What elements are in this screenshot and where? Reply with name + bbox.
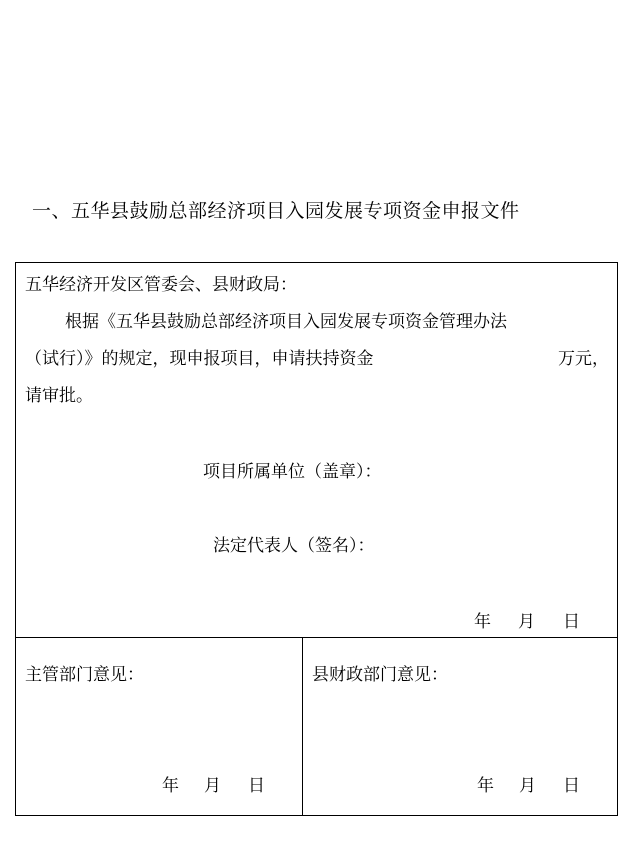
legal-rep-signature-label: 法定代表人（签名）： (213, 536, 375, 556)
body-text-line-2: （试行）》的规定，现申报项目，申请扶持资金 (25, 349, 374, 369)
body-text-line-1: 根据《五华县鼓励总部经济项目入园发展专项资金管理办法 (65, 312, 507, 332)
date-year-label: 年 (477, 776, 494, 796)
amount-unit-text: 万元， (558, 349, 609, 369)
date-month-label: 月 (518, 612, 535, 632)
date-month-label: 月 (519, 776, 536, 796)
section-divider (16, 637, 617, 638)
finance-opinion-date (477, 778, 597, 798)
column-divider (302, 637, 303, 815)
addressee: 五华经济开发区管委会、县财政局： (25, 275, 297, 295)
application-form (15, 262, 618, 816)
document-heading: 一、五华县鼓励总部经济项目入园发展专项资金申报文件 (32, 200, 520, 222)
dept-opinion-date (162, 778, 282, 798)
date-day-label: 日 (563, 612, 580, 632)
date-day-label: 日 (248, 776, 265, 796)
date-year-label: 年 (162, 776, 179, 796)
date-month-label: 月 (204, 776, 221, 796)
unit-seal-label: 项目所属单位（盖章）： (203, 462, 382, 482)
date-year-label: 年 (474, 612, 491, 632)
body-text-line-3: 请审批。 (25, 386, 93, 406)
dept-opinion-label: 主管部门意见： (25, 665, 144, 685)
date-day-label: 日 (563, 776, 580, 796)
applicant-date (474, 614, 594, 634)
finance-opinion-label: 县财政部门意见： (312, 665, 448, 685)
